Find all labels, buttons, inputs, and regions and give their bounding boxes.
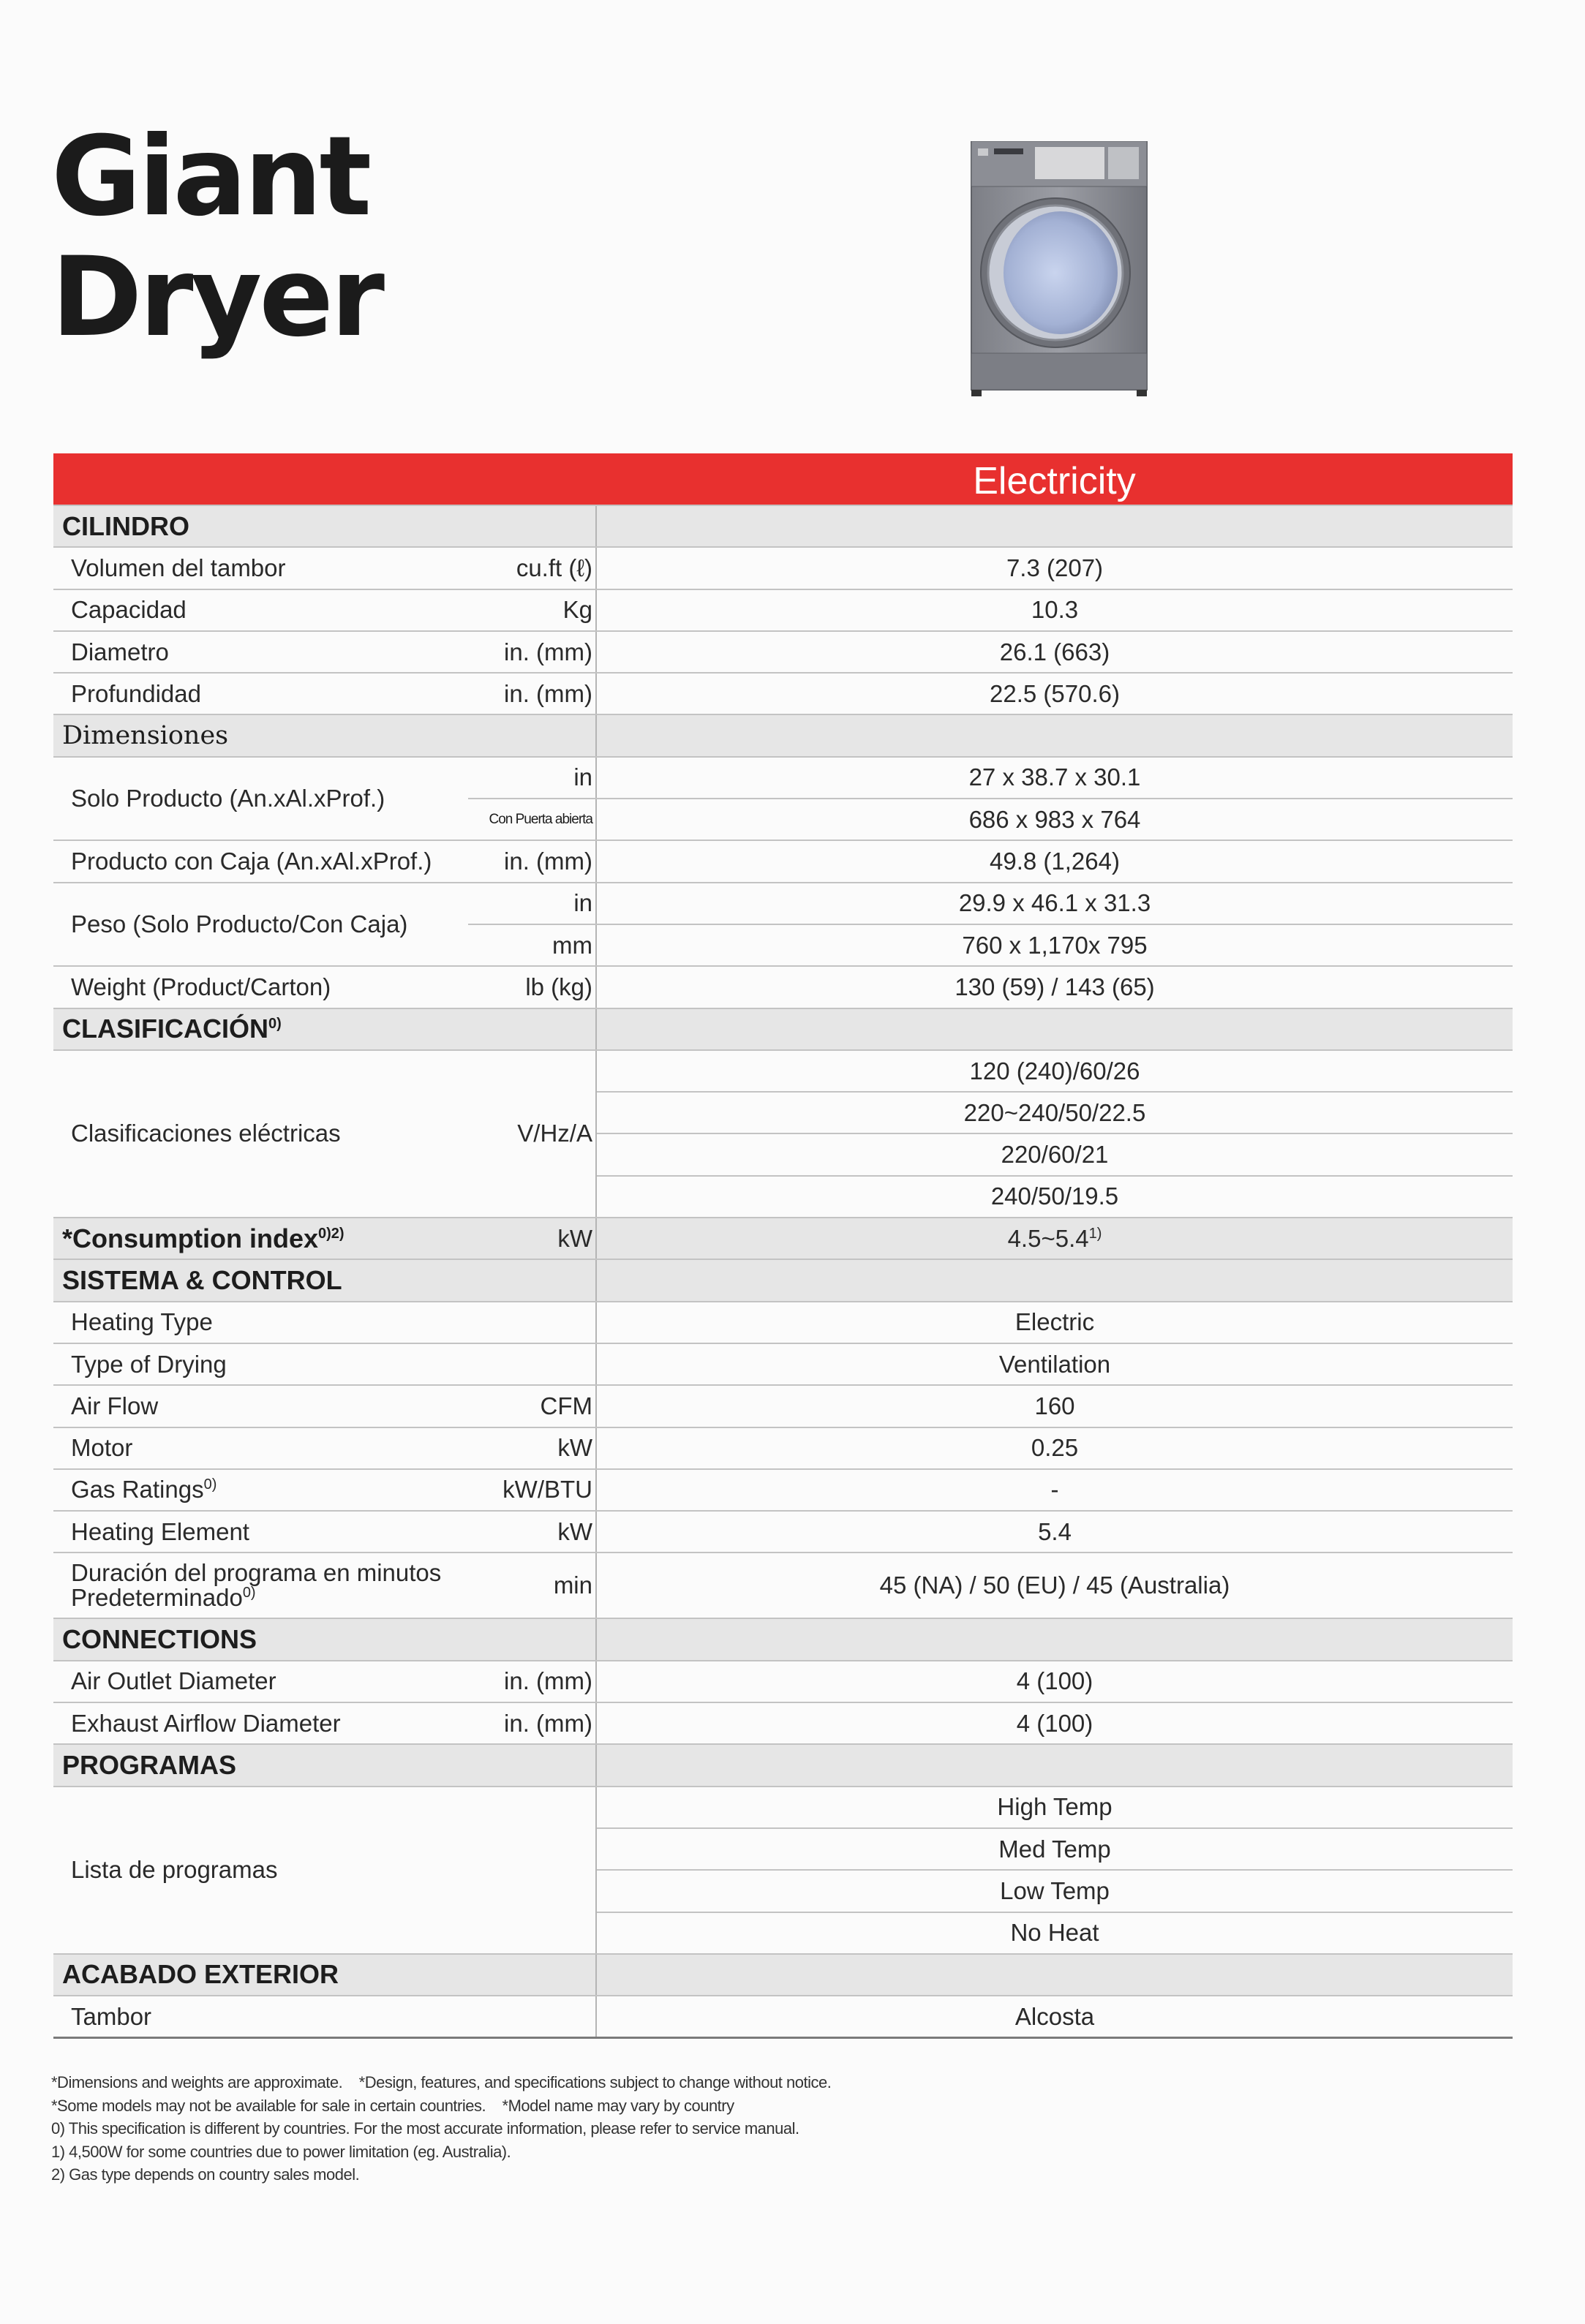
- row-label: Capacidad: [53, 589, 468, 631]
- row-label: Producto con Caja (An.xAl.xProf.): [53, 840, 468, 882]
- page-title: [51, 113, 382, 361]
- row-unit: in. (mm): [468, 631, 596, 673]
- table-row: [53, 589, 1513, 631]
- row-unit: kW/BTU: [468, 1469, 596, 1511]
- footnote-marker: 0)2): [318, 1225, 345, 1242]
- table-row: [53, 1511, 1513, 1553]
- footnote: 0) This specification is different by countries. For the most accurate information, please refer to service manual.: [51, 2119, 799, 2138]
- row-label: Duración del programa en minutos: [71, 1559, 442, 1587]
- table-row: [53, 1343, 1513, 1385]
- table-row: [53, 1050, 1513, 1092]
- row-unit: V/Hz/A: [468, 1050, 596, 1218]
- table-row: [53, 883, 1513, 924]
- row-value: 22.5 (570.6): [596, 673, 1513, 714]
- table-row: [53, 1385, 1513, 1427]
- row-unit: in. (mm): [468, 1702, 596, 1744]
- row-label: Exhaust Airflow Diameter: [53, 1702, 468, 1744]
- table-header: [53, 453, 1513, 505]
- row-value: 220~240/50/22.5: [596, 1092, 1513, 1133]
- row-unit: CFM: [468, 1385, 596, 1427]
- row-value: 27 x 38.7 x 30.1: [596, 757, 1513, 799]
- row-value: High Temp: [596, 1787, 1513, 1828]
- row-label: Solo Producto (An.xAl.xProf.): [53, 757, 468, 841]
- row-value: No Heat: [596, 1912, 1513, 1954]
- row-label-line2: Predeterminado: [71, 1584, 243, 1612]
- footnotes: [51, 2071, 831, 2187]
- row-value: 130 (59) / 143 (65): [596, 966, 1513, 1008]
- section-header-connections: CONNECTIONS: [53, 1618, 1513, 1660]
- row-value: 4 (100): [596, 1661, 1513, 1702]
- row-value: 220/60/21: [596, 1133, 1513, 1175]
- title-line-2: Dryer: [51, 234, 382, 361]
- section-header-cilindro: CILINDRO: [53, 505, 1513, 547]
- row-value: Electric: [596, 1302, 1513, 1343]
- table-row: [53, 840, 1513, 882]
- section-title: CLASIFICACIÓN: [62, 1014, 268, 1044]
- consumption-row: [53, 1218, 1513, 1259]
- row-label: Tambor: [53, 1996, 596, 2038]
- row-value: 29.9 x 46.1 x 31.3: [596, 883, 1513, 924]
- row-value: 240/50/19.5: [596, 1176, 1513, 1218]
- table-row: [53, 1553, 1513, 1618]
- row-value: Alcosta: [596, 1996, 1513, 2038]
- row-label: Heating Element: [53, 1511, 468, 1553]
- row-label: Type of Drying: [53, 1343, 468, 1385]
- section-header-sistema: SISTEMA & CONTROL: [53, 1259, 1513, 1301]
- table-row: [53, 1469, 1513, 1511]
- table-row: [53, 757, 1513, 799]
- row-label: Volumen del tambor: [53, 547, 468, 589]
- row-unit: in. (mm): [468, 1661, 596, 1702]
- row-label: Gas Ratings: [71, 1476, 204, 1504]
- table-row: [53, 1787, 1513, 1828]
- row-value: 760 x 1,170x 795: [596, 924, 1513, 966]
- row-value: -: [596, 1469, 1513, 1511]
- table-row: [53, 1661, 1513, 1702]
- table-row: [53, 966, 1513, 1008]
- row-unit: Kg: [468, 589, 596, 631]
- row-value: 5.4: [596, 1511, 1513, 1553]
- row-unit: lb (kg): [468, 966, 596, 1008]
- row-label: Air Flow: [53, 1385, 468, 1427]
- row-label: Heating Type: [53, 1302, 468, 1343]
- footnote: *Some models may not be available for sale in certain countries. *Model name may vary by country: [51, 2096, 734, 2115]
- table-row: [53, 1996, 1513, 2038]
- row-unit: in: [468, 883, 596, 924]
- row-unit: in: [468, 757, 596, 799]
- row-value: 45 (NA) / 50 (EU) / 45 (Australia): [596, 1553, 1513, 1618]
- section-header-dimensiones: Dimensiones: [53, 714, 1513, 756]
- row-value: 120 (240)/60/26: [596, 1050, 1513, 1092]
- row-unit: kW: [468, 1218, 596, 1259]
- row-value: Med Temp: [596, 1828, 1513, 1870]
- table-row: [53, 673, 1513, 714]
- row-value: Low Temp: [596, 1870, 1513, 1912]
- table-row: [53, 1427, 1513, 1469]
- row-label: Weight (Product/Carton): [53, 966, 468, 1008]
- row-value: 160: [596, 1385, 1513, 1427]
- row-unit: mm: [468, 924, 596, 966]
- row-value: 4 (100): [596, 1702, 1513, 1744]
- footnote: 1) 4,500W for some countries due to power limitation (eg. Australia).: [51, 2142, 511, 2161]
- footnote-marker: 0): [268, 1016, 282, 1033]
- row-label: *Consumption index: [62, 1223, 318, 1253]
- row-label: Clasificaciones eléctricas: [53, 1050, 468, 1218]
- row-value: 4.5~5.4: [1007, 1224, 1089, 1252]
- row-value: 686 x 983 x 764: [596, 799, 1513, 840]
- row-label: Motor: [53, 1427, 468, 1469]
- table-row: [53, 1702, 1513, 1744]
- row-label: Lista de programas: [53, 1787, 596, 1954]
- footnote-marker: 1): [1088, 1225, 1102, 1242]
- section-header-programas: PROGRAMAS: [53, 1744, 1513, 1786]
- row-value: 10.3: [596, 589, 1513, 631]
- table-row: [53, 1302, 1513, 1343]
- section-header-acabado: ACABADO EXTERIOR: [53, 1954, 1513, 1996]
- footnote: 2) Gas type depends on country sales model.: [51, 2165, 360, 2184]
- section-header-clasificacion: [53, 1008, 1513, 1050]
- title-line-1: Giant: [51, 113, 369, 241]
- column-header-electricity: Electricity: [596, 453, 1513, 505]
- row-label: Peso (Solo Producto/Con Caja): [53, 883, 468, 967]
- row-value: 26.1 (663): [596, 631, 1513, 673]
- spec-table: [53, 453, 1513, 2039]
- row-value: 7.3 (207): [596, 547, 1513, 589]
- row-unit: min: [468, 1553, 596, 1618]
- row-unit: cu.ft (ℓ): [468, 547, 596, 589]
- row-unit: in. (mm): [468, 840, 596, 882]
- row-value: Ventilation: [596, 1343, 1513, 1385]
- row-unit: kW: [468, 1511, 596, 1553]
- footnote-marker: 0): [242, 1585, 256, 1601]
- row-value: 0.25: [596, 1427, 1513, 1469]
- table-row: [53, 631, 1513, 673]
- row-unit: Con Puerta abierta: [468, 799, 596, 840]
- row-value: 49.8 (1,264): [596, 840, 1513, 882]
- footnote: *Dimensions and weights are approximate. *Design, features, and specifications subject to change without notice.: [51, 2073, 832, 2091]
- row-unit: in. (mm): [468, 673, 596, 714]
- footnote-marker: 0): [203, 1476, 217, 1493]
- table-row: [53, 547, 1513, 589]
- dryer-product-image: [969, 141, 1149, 397]
- row-label: Diametro: [53, 631, 468, 673]
- row-label: Profundidad: [53, 673, 468, 714]
- row-label: Air Outlet Diameter: [53, 1661, 468, 1702]
- row-unit: kW: [468, 1427, 596, 1469]
